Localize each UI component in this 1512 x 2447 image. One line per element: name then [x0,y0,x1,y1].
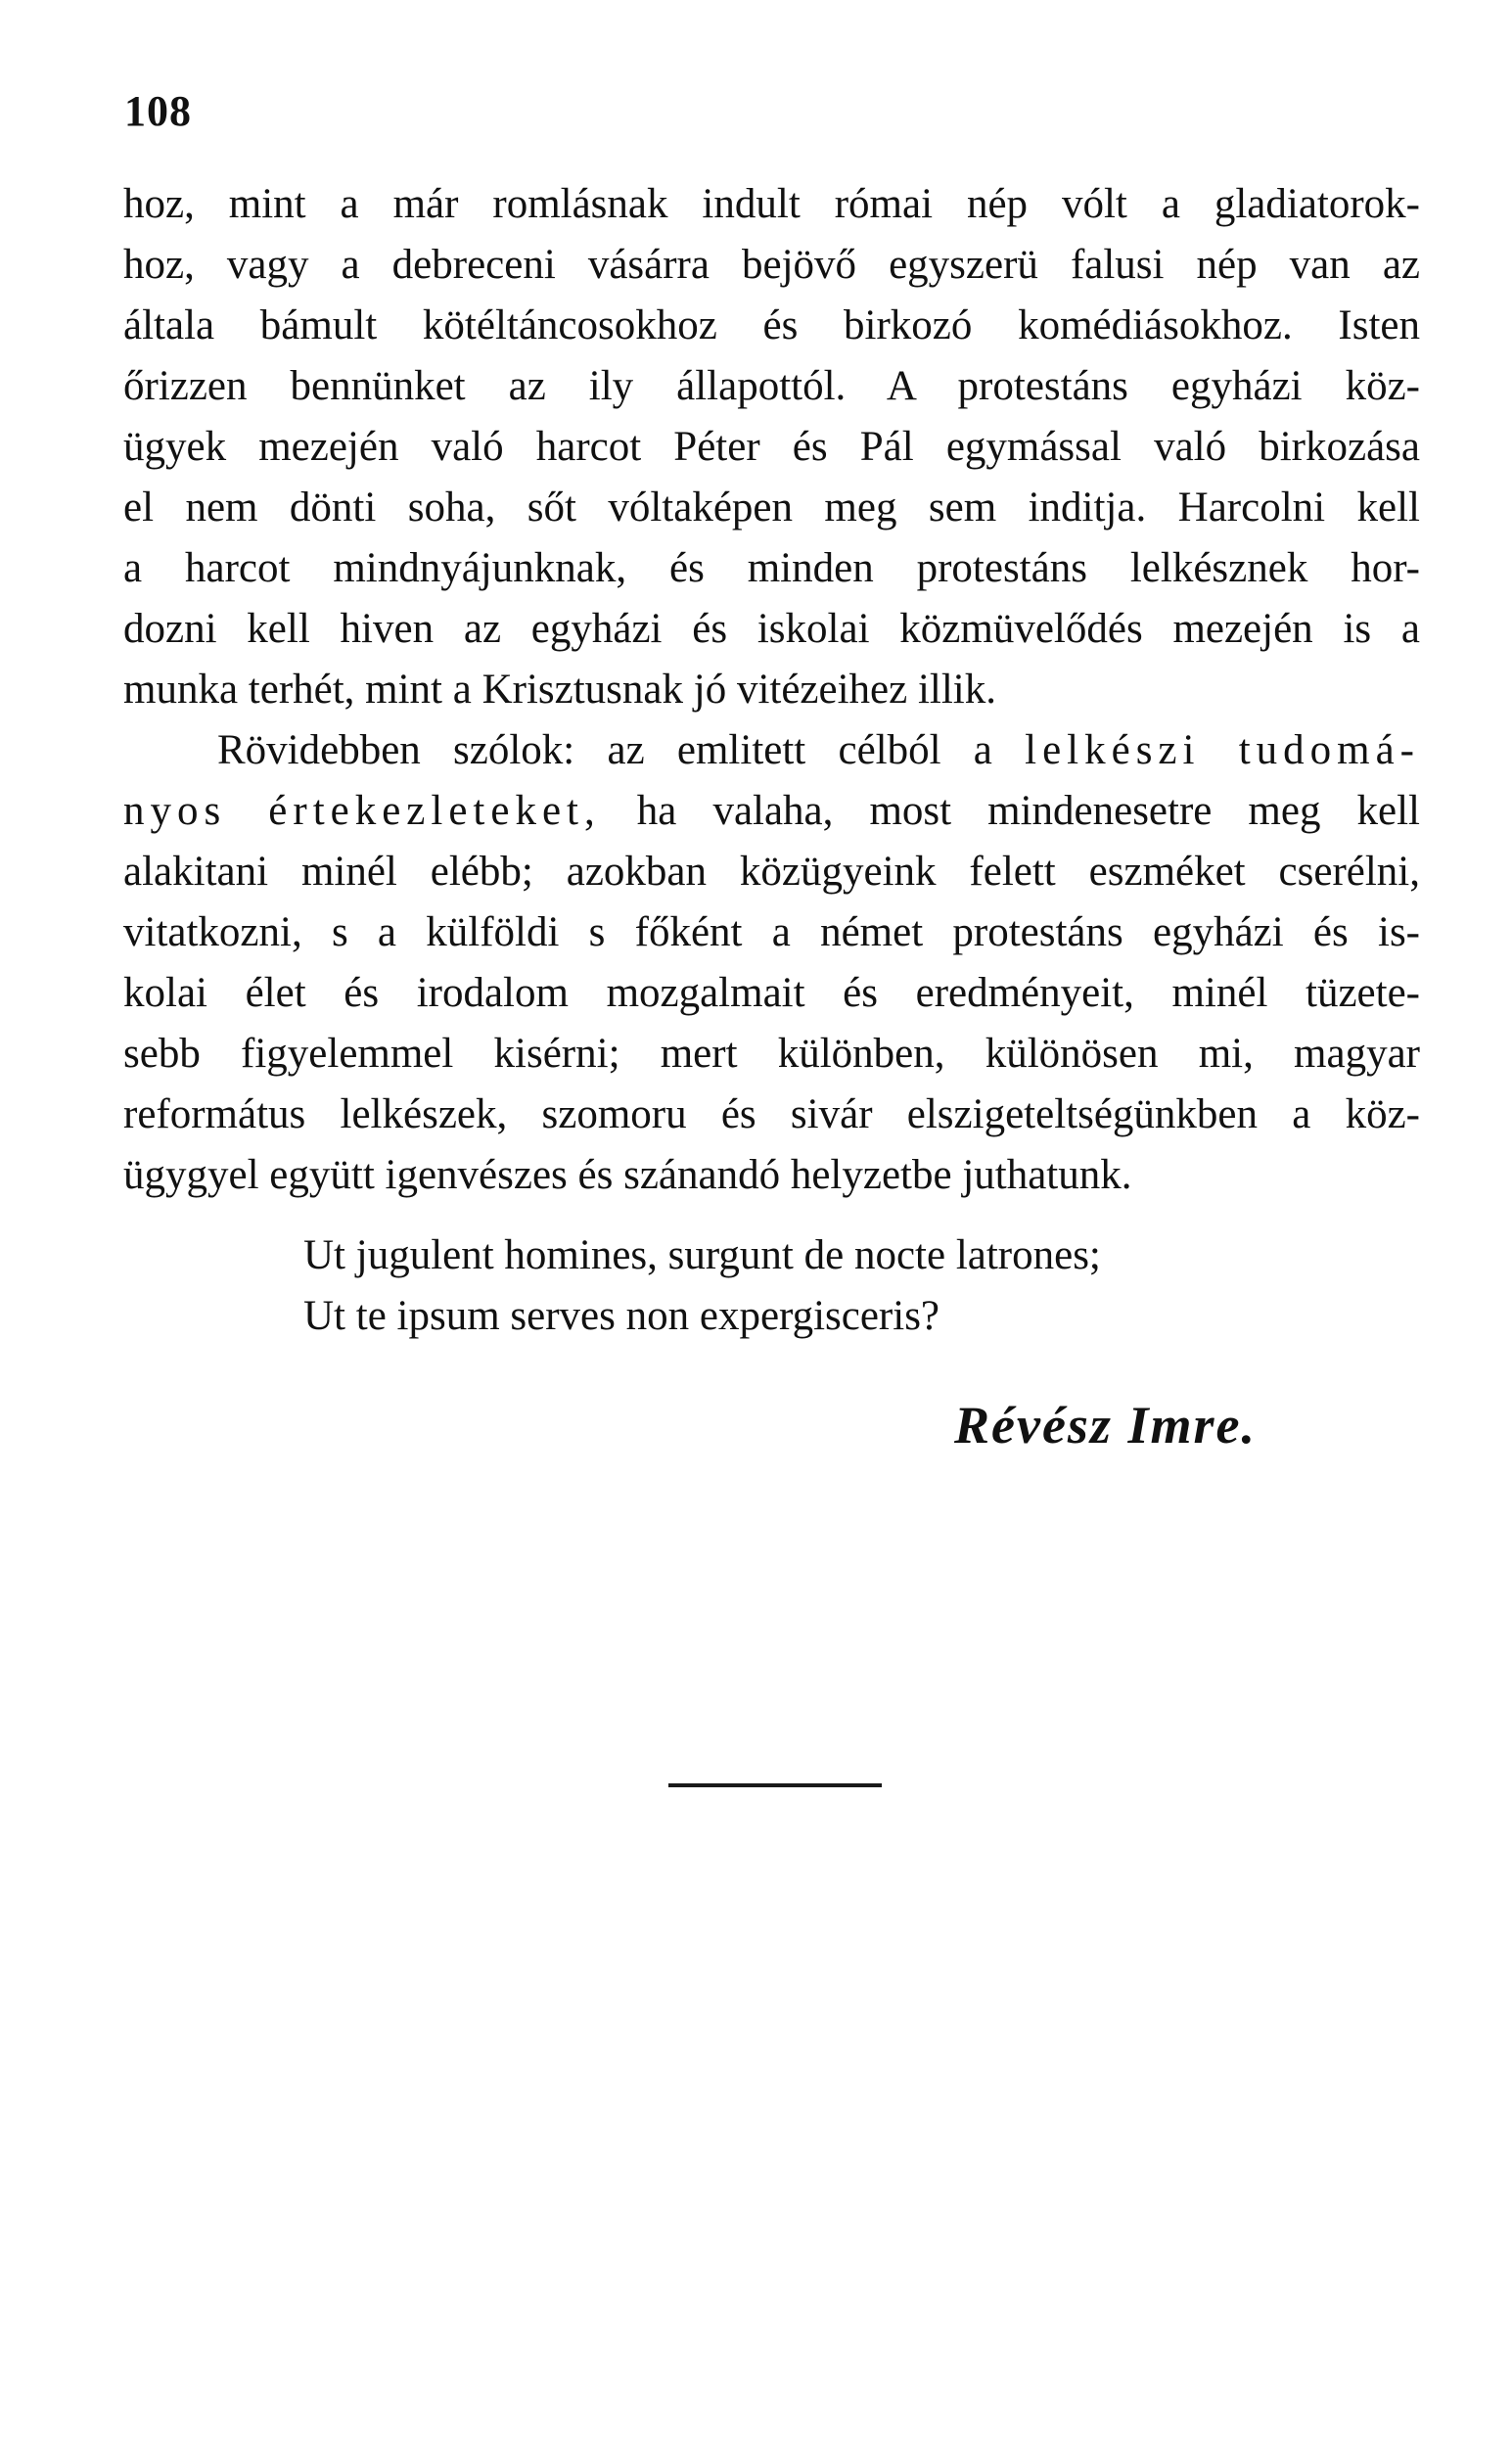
text-line: hoz, vagy a debreceni vásárra bejövő egyszerü falusi nép van az [123,242,1420,288]
text-line: a harcot mindnyájunknak, és minden protestáns lelkésznek hor- [123,545,1420,591]
text-line: munka terhét, mint a Krisztusnak jó vitézeihez illik. [123,667,996,713]
text-line: református lelkészek, szomoru és sivár elszigeteltségünkben a köz- [123,1091,1420,1137]
author-signature: Révész Imre. [954,1396,1257,1454]
page-number: 108 [124,87,192,135]
main-text [123,174,1420,1206]
verse-line: Ut jugulent homines, surgunt de nocte latrones; [303,1232,1101,1278]
verse-line: Ut te ipsum serves non expergisceris? [303,1293,940,1339]
text-line: vitatkozni, s a külföldi s főként a német protestáns egyházi és is- [123,909,1420,955]
text-line [123,720,1420,781]
latin-verse [303,1225,1282,1347]
text-line [123,781,1420,842]
text-line: sebb figyelemmel kisérni; mert különben, különösen mi, magyar [123,1031,1420,1077]
text-line: általa bámult kötéltáncosokhoz és birkozó komédiásokhoz. Isten [123,302,1420,348]
text-fragment: Rövidebben szólok: az emlitett célból a [217,727,1026,773]
horizontal-rule [668,1783,882,1787]
text-line: hoz, mint a már romlásnak indult római nép vólt a gladiatorok- [123,181,1420,227]
text-line: kolai élet és irodalom mozgalmait és eredményeit, minél tüzete- [123,970,1420,1016]
text-line: ügygyel együtt igenvészes és szánandó helyzetbe juthatunk. [123,1152,1132,1198]
text-line: ügyek mezején való harcot Péter és Pál egymással való birkozása [123,424,1420,470]
text-line: őrizzen bennünket az ily állapottól. A protestáns egyházi köz- [123,363,1420,409]
text-line: dozni kell hiven az egyházi és iskolai közmüvelődés mezején is a [123,606,1420,652]
spaced-text: nyos értekezleteket, [123,788,601,834]
text-line: el nem dönti soha, sőt vóltaképen meg sem inditja. Harcolni kell [123,485,1420,531]
spaced-text: lelkészi tudomá- [1025,727,1420,773]
text-fragment: ha valaha, most mindenesetre meg kell [600,788,1420,834]
text-line: alakitani minél elébb; azokban közügyeink felett eszméket cserélni, [123,849,1420,895]
